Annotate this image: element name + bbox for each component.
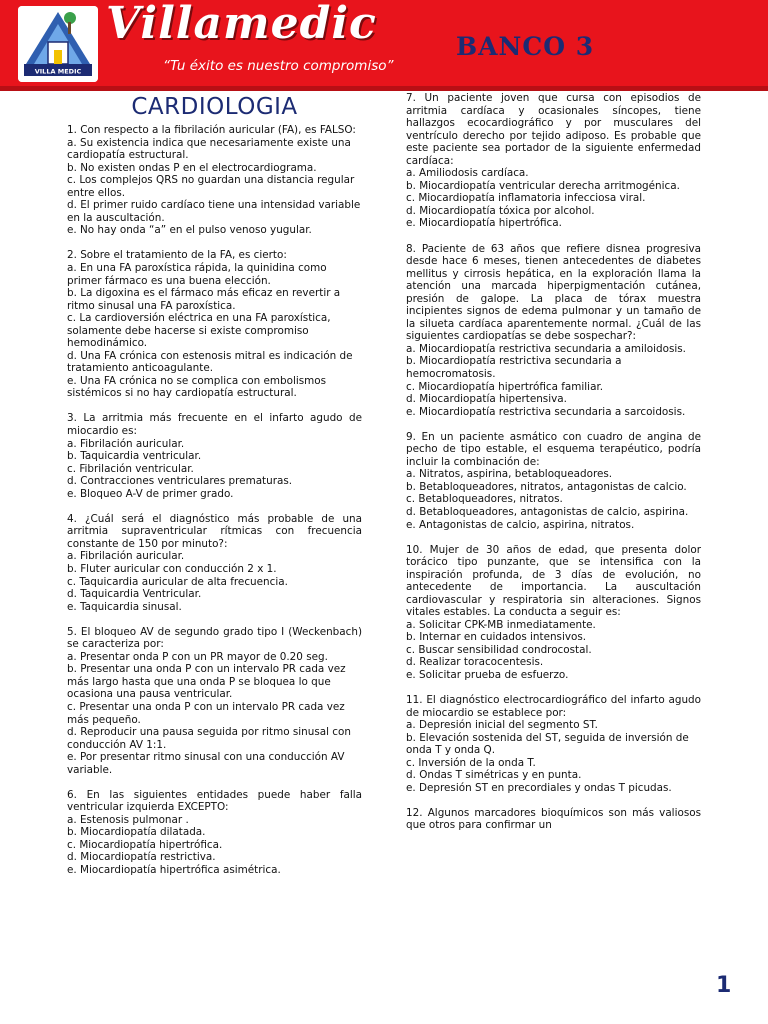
answer-option: b. Miocardiopatía restrictiva secundaria a hemocromatosis. bbox=[406, 355, 622, 380]
answer-option: c. Miocardiopatía hipertrófica. bbox=[67, 838, 223, 851]
answer-option: b. Presentar una onda P con un intervalo PR cada vez más largo hasta que una onda P se bloquea lo que ocasiona una pausa ventricular. bbox=[67, 663, 346, 701]
answer-option: c. Miocardiopatía inflamatoria infecciosa viral. bbox=[406, 192, 646, 205]
answer-option: c. Taquicardia auricular de alta frecuencia. bbox=[67, 575, 288, 588]
answer-option: d. Ondas T simétricas y en punta. bbox=[406, 769, 582, 782]
answer-option: d. Reproducir una pausa seguida por ritmo sinusal con conducción AV 1:1. bbox=[67, 726, 351, 751]
banco-label: BANCO 3 bbox=[456, 32, 595, 61]
brand-name: Villamedic bbox=[106, 0, 377, 49]
answer-option: c. Betabloqueadores, nitratos. bbox=[406, 493, 563, 506]
answer-option: a. Fibrilación auricular. bbox=[67, 437, 185, 450]
answer-option: e. Miocardiopatía restrictiva secundaria a sarcoidosis. bbox=[406, 405, 686, 418]
answer-option: d. El primer ruido cardíaco tiene una intensidad variable en la auscultación. bbox=[67, 199, 361, 224]
villamedic-logo bbox=[18, 6, 98, 82]
answer-option: a. Depresión inicial del segmento ST. bbox=[406, 719, 598, 732]
answer-option: d. Taquicardia Ventricular. bbox=[67, 588, 202, 601]
answer-option: a. Miocardiopatía restrictiva secundaria a amiloidosis. bbox=[406, 342, 686, 355]
question-stem: 9. En un paciente asmático con cuadro de angina de pecho de tipo estable, el esquema terapéutico, podría incluir la combinación de: bbox=[406, 430, 701, 468]
page-number: 1 bbox=[716, 973, 732, 998]
answer-option: b. Internar en cuidados intensivos. bbox=[406, 631, 587, 644]
question-item bbox=[406, 243, 701, 419]
answer-option: c. Inversión de la onda T. bbox=[406, 756, 536, 769]
question-stem: 6. En las siguientes entidades puede haber falla ventricular izquierda EXCEPTO: bbox=[67, 788, 362, 814]
question-stem: 7. Un paciente joven que cursa con episodios de arritmia cardíaca y ocasionales síncopes, tiene hallazgos ecocardiográfico y por musculares del ventrículo derecho por tejido adiposo. Es probable que este paciente sea portador de la siguiente enfermedad cardíaca: bbox=[406, 92, 701, 167]
question-stem: 10. Mujer de 30 años de edad, que presenta dolor torácico tipo punzante, que se intensifica con la inspiración profunda, de 3 días de evolución, no antecedente de importancia. La auscultación cardiovascular y respiratoria sin alteraciones. Signos vitales estables. La conducta a seguir es: bbox=[406, 543, 701, 619]
column-left bbox=[67, 92, 362, 889]
question-item bbox=[67, 124, 362, 237]
answer-option: d. Una FA crónica con estenosis mitral es indicación de tratamiento anticoagulante. bbox=[67, 349, 353, 375]
question-list-right bbox=[406, 92, 701, 832]
answer-option: d. Realizar toracocentesis. bbox=[406, 656, 544, 669]
answer-option: d. Betabloqueadores, antagonistas de calcio, aspirina. bbox=[406, 505, 689, 518]
answer-option: b. Betabloqueadores, nitratos, antagonistas de calcio. bbox=[406, 480, 687, 493]
question-item bbox=[406, 431, 701, 531]
answer-option: c. Fibrilación ventricular. bbox=[67, 462, 194, 475]
answer-option: b. Fluter auricular con conducción 2 x 1. bbox=[67, 563, 277, 575]
question-item bbox=[406, 694, 701, 794]
answer-option: a. Solicitar CPK-MB inmediatamente. bbox=[406, 618, 596, 631]
answer-option: c. Buscar sensibilidad condrocostal. bbox=[406, 643, 592, 656]
answer-option: c. Miocardiopatía hipertrófica familiar. bbox=[406, 380, 604, 393]
answer-option: b. Taquicardia ventricular. bbox=[67, 450, 202, 463]
question-item bbox=[67, 513, 362, 613]
answer-option: c. La cardioversión eléctrica en una FA paroxística, solamente debe hacerse si existe compromiso hemodinámico. bbox=[67, 312, 331, 350]
answer-option: a. Su existencia indica que necesariamente existe una cardiopatía estructural. bbox=[67, 136, 351, 162]
answer-option: e. Solicitar prueba de esfuerzo. bbox=[406, 669, 569, 682]
header-banner bbox=[0, 0, 768, 86]
answer-option: e. Depresión ST en precordiales y ondas T picudas. bbox=[406, 781, 672, 794]
logo-emblem-icon bbox=[18, 6, 98, 82]
header-divider bbox=[0, 86, 768, 91]
answer-option: b. Elevación sostenida del ST, seguida de inversión de onda T y onda Q. bbox=[406, 731, 689, 757]
answer-option: b. Miocardiopatía ventricular derecha arritmogénica. bbox=[406, 179, 680, 192]
question-item bbox=[67, 789, 362, 877]
answer-option: e. Por presentar ritmo sinusal con una conducción AV variable. bbox=[67, 751, 345, 776]
question-stem: 11. El diagnóstico electrocardiográfico del infarto agudo de miocardio se establece por: bbox=[406, 694, 701, 719]
question-stem: 12. Algunos marcadores bioquímicos son más valiosos que otros para confirmar un bbox=[406, 806, 701, 832]
answer-option: e. Taquicardia sinusal. bbox=[67, 600, 182, 613]
answer-option: e. Bloqueo A-V de primer grado. bbox=[67, 487, 234, 500]
answer-option: b. No existen ondas P en el electrocardiograma. bbox=[67, 161, 317, 174]
answer-option: a. Presentar onda P con un PR mayor de 0.20 seg. bbox=[67, 650, 328, 663]
question-item bbox=[67, 249, 362, 400]
question-stem: 4. ¿Cuál será el diagnóstico más probable de una arritmia supraventricular rítmicas con frecuencia constante de 150 por minuto?: bbox=[67, 512, 362, 550]
question-stem: 1. Con respecto a la fibrilación auricular (FA), es FALSO: bbox=[67, 124, 356, 136]
logo-text: VILLA MEDIC bbox=[34, 67, 82, 76]
question-stem: 3. La arritmia más frecuente en el infarto agudo de miocardio es: bbox=[67, 412, 362, 438]
answer-option: e. Miocardiopatía hipertrófica asimétrica. bbox=[67, 864, 281, 877]
question-item bbox=[406, 544, 701, 682]
slogan: “Tu éxito es nuestro compromiso” bbox=[163, 58, 394, 74]
question-list-left bbox=[67, 124, 362, 877]
answer-option: e. Antagonistas de calcio, aspirina, nitratos. bbox=[406, 518, 635, 531]
answer-option: d. Miocardiopatía tóxica por alcohol. bbox=[406, 204, 595, 217]
question-item bbox=[67, 626, 362, 777]
question-stem: 5. El bloqueo AV de segundo grado tipo I (Weckenbach) se caracteriza por: bbox=[67, 625, 362, 651]
answer-option: e. Una FA crónica no se complica con embolismos sistémicos si no hay cardiopatía estructural. bbox=[67, 374, 327, 400]
answer-option: a. En una FA paroxística rápida, la quinidina como primer fármaco es una buena elección. bbox=[67, 261, 327, 287]
answer-option: c. Los complejos QRS no guardan una distancia regular entre ellos. bbox=[67, 174, 355, 199]
column-right bbox=[406, 92, 701, 845]
answer-option: a. Estenosis pulmonar . bbox=[67, 813, 189, 826]
answer-option: a. Fibrilación auricular. bbox=[67, 550, 185, 563]
answer-option: e. No hay onda “a” en el pulso venoso yugular. bbox=[67, 224, 312, 237]
question-stem: 2. Sobre el tratamiento de la FA, es cierto: bbox=[67, 249, 287, 262]
answer-option: d. Miocardiopatía hipertensiva. bbox=[406, 393, 567, 406]
answer-option: a. Nitratos, aspirina, betabloqueadores. bbox=[406, 468, 613, 481]
question-item bbox=[406, 92, 701, 230]
question-item bbox=[406, 807, 701, 832]
answer-option: d. Contracciones ventriculares prematuras. bbox=[67, 475, 293, 488]
answer-option: d. Miocardiopatía restrictiva. bbox=[67, 851, 216, 864]
answer-option: b. Miocardiopatía dilatada. bbox=[67, 826, 206, 839]
answer-option: e. Miocardiopatía hipertrófica. bbox=[406, 217, 562, 230]
answer-option: a. Amiliodosis cardíaca. bbox=[406, 167, 529, 180]
question-item bbox=[67, 412, 362, 500]
answer-option: b. La digoxina es el fármaco más eficaz en revertir a ritmo sinusal una FA paroxística. bbox=[67, 287, 341, 312]
question-stem: 8. Paciente de 63 años que refiere disnea progresiva desde hace 6 meses, tienen antecedentes de diabetes mellitus y cirrosis hepática, en la exploración llama la atención una marcada hiperpigmentación cutánea, presión de galope. La placa de tórax muestra incipientes signos de edema pulmonar y un tamaño de la silueta cardíaca aparentemente normal. ¿Cuál de las siguientes cardiopatías se debe sospechar?: bbox=[406, 242, 701, 343]
answer-option: c. Presentar una onda P con un intervalo PR cada vez más pequeño. bbox=[67, 700, 345, 726]
section-title: CARDIOLOGIA bbox=[131, 94, 298, 120]
